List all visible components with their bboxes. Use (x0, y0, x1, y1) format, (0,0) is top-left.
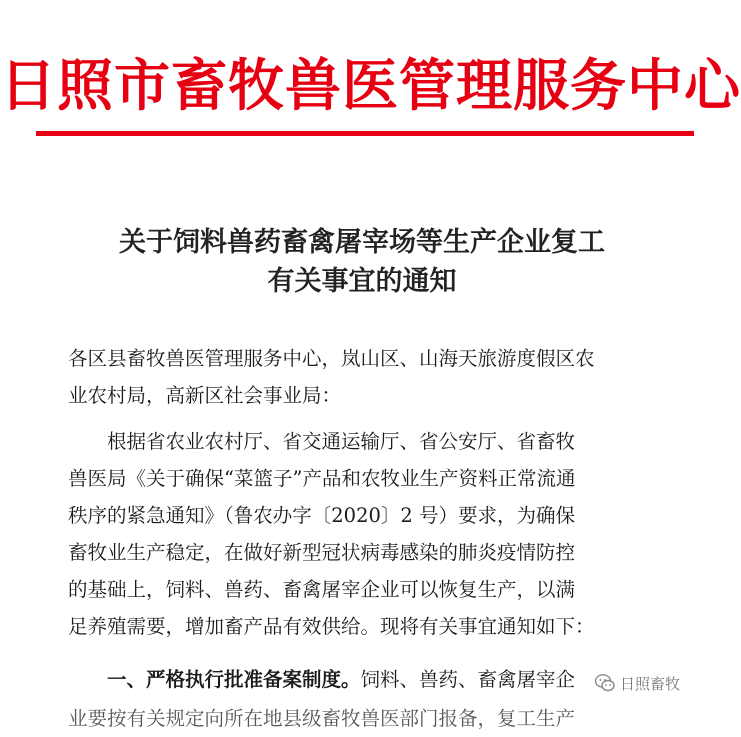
body-line: 的基础上，饲料、兽药、畜禽屠宰企业可以恢复生产，以满 (68, 578, 576, 601)
body-line: 根据省农业农村厅、省交通运输厅、省公安厅、省畜牧 (107, 430, 576, 453)
body-paragraph (68, 423, 696, 645)
organization-header: 日照市畜牧兽医管理服务中心 (0, 54, 741, 119)
body-line: 畜牧业生产稳定，在做好新型冠状病毒感染的肺炎疫情防控 (68, 541, 576, 564)
body-line: 秩序的紧急通知》（鲁农办字〔2020〕2 号）要求，为确保 (68, 504, 575, 527)
item-1-heading: 一、严格执行批准备案制度。 (107, 668, 361, 691)
watermark-text: 日照畜牧 (620, 674, 681, 693)
addressee-line: 各区县畜牧兽医管理服务中心，岚山区、山海天旅游度假区农 (68, 347, 595, 370)
wechat-icon (594, 672, 616, 694)
cut-off-line (68, 704, 696, 730)
body-line: 足养殖需要，增加畜产品有效供给。现将有关事宜通知如下： (68, 615, 595, 638)
document-title-line2: 有关事宜的通知 (267, 266, 457, 297)
watermark (590, 668, 684, 698)
cut-off-text: 业要按有关规定向所在地县级畜牧兽医部门报备，复工生产 (68, 707, 576, 730)
item-1-text: 饲料、兽药、畜禽屠宰企 (360, 668, 576, 691)
addressee-line: 业农村局，高新区社会事业局： (68, 384, 342, 407)
document-title-line1: 关于饲料兽药畜禽屠宰场等生产企业复工 (119, 227, 605, 258)
red-divider-line (36, 131, 694, 136)
body-line: 兽医局《关于确保“菜篮子”产品和农牧业生产资料正常流通 (68, 467, 576, 490)
addressee (68, 340, 696, 414)
